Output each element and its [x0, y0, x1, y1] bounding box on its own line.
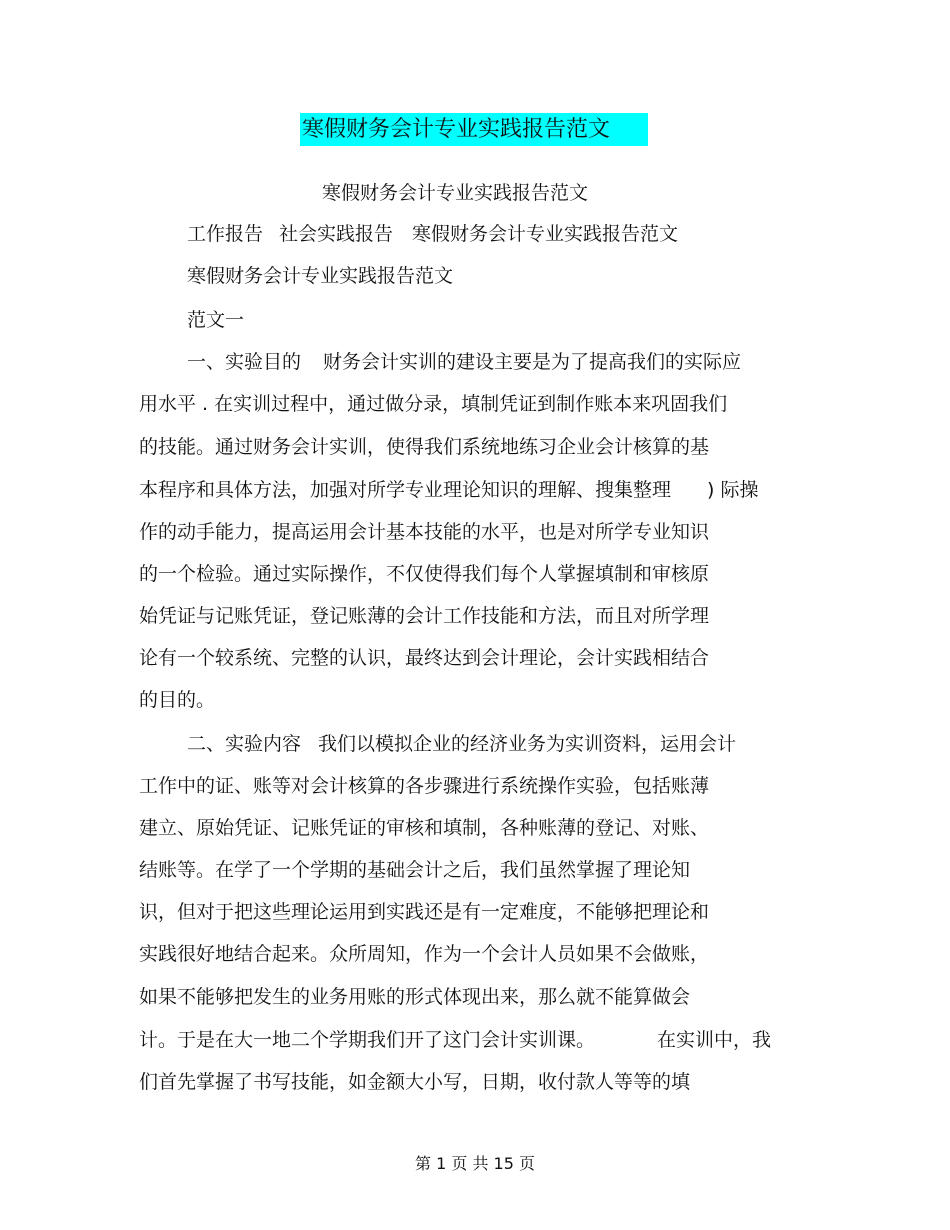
- page-footer: [0, 1153, 950, 1175]
- paragraph-text: 计。于是在大一地二个学期我们开了这门会计实训课。: [139, 1029, 596, 1051]
- paragraph-line: 始凭证与记账凭证，登记账薄的会计工作技能和方法，而且对所学理: [139, 605, 710, 627]
- section-label: 范文一: [187, 309, 245, 331]
- page-number: 1: [436, 1154, 447, 1173]
- paragraph-line: 建立、原始凭证、记账凭证的审核和填制，各种账薄的登记、对账、: [139, 817, 710, 839]
- paragraph-line: 们首先掌握了书写技能，如金额大小写，日期，收付款人等等的填: [139, 1071, 691, 1093]
- paragraph-text: 我们以模拟企业的经济业务为实训资料，运用会计: [318, 733, 737, 755]
- breadcrumb-item: 寒假财务会计专业实践报告范文: [412, 223, 679, 245]
- paragraph-text: 财务会计实训的建设主要是为了提高我们的实际应: [323, 351, 742, 373]
- footer-prefix: 第: [414, 1154, 431, 1173]
- breadcrumb-item: 社会实践报告: [279, 223, 394, 245]
- paragraph-line: 的一个检验。通过实际操作，不仅使得我们每个人掌握填制和审核原: [139, 563, 710, 585]
- paragraph-line: [187, 732, 736, 756]
- paragraph-line: 工作中的证、账等对会计核算的各步骤进行系统操作实验，包括账薄: [139, 775, 710, 797]
- paragraph-line: [139, 478, 758, 502]
- breadcrumb: [187, 222, 678, 246]
- footer-middle: 页 共: [451, 1154, 489, 1173]
- paragraph-text: 本程序和具体方法，加强对所学专业理论知识的理解、搜集整理: [139, 479, 672, 501]
- document-title: 寒假财务会计专业实践报告范文: [300, 113, 648, 146]
- heading-repeat: 寒假财务会计专业实践报告范文: [187, 265, 454, 287]
- paragraph-line: [187, 350, 741, 374]
- document-subtitle: 寒假财务会计专业实践报告范文: [322, 182, 589, 204]
- paragraph-line: 识，但对于把这些理论运用到实践还是有一定难度，不能够把理论和: [139, 901, 710, 923]
- paragraph-line: 用水平 . 在实训过程中，通过做分录，填制凭证到制作账本来巩固我们: [139, 393, 728, 415]
- paragraph-line: 的技能。通过财务会计实训，使得我们系统地练习企业会计核算的基: [139, 436, 710, 458]
- section-heading: 二、实验内容: [187, 733, 302, 755]
- paragraph-line: 的目的。: [139, 689, 216, 711]
- breadcrumb-item: 工作报告: [187, 223, 264, 245]
- paragraph-line: 实践很好地结合起来。众所周知，作为一个会计人员如果不会做账，: [139, 943, 710, 965]
- paragraph-line: 论有一个较系统、完整的认识，最终达到会计理论，会计实践相结合: [139, 647, 710, 669]
- section-heading: 一、实验目的: [187, 351, 302, 373]
- paragraph-text: ) 际操: [707, 479, 759, 501]
- paragraph-line: 结账等。在学了一个学期的基础会计之后，我们虽然掌握了理论知: [139, 859, 691, 881]
- paragraph-text: 在实训中，我: [657, 1029, 772, 1051]
- footer-suffix: 页: [519, 1154, 536, 1173]
- paragraph-line: 作的动手能力，提高运用会计基本技能的水平，也是对所学专业知识: [139, 521, 710, 543]
- paragraph-line: [139, 1028, 771, 1052]
- paragraph-line: 如果不能够把发生的业务用账的形式体现出来，那么就不能算做会: [139, 986, 691, 1008]
- page-total: 15: [493, 1154, 514, 1173]
